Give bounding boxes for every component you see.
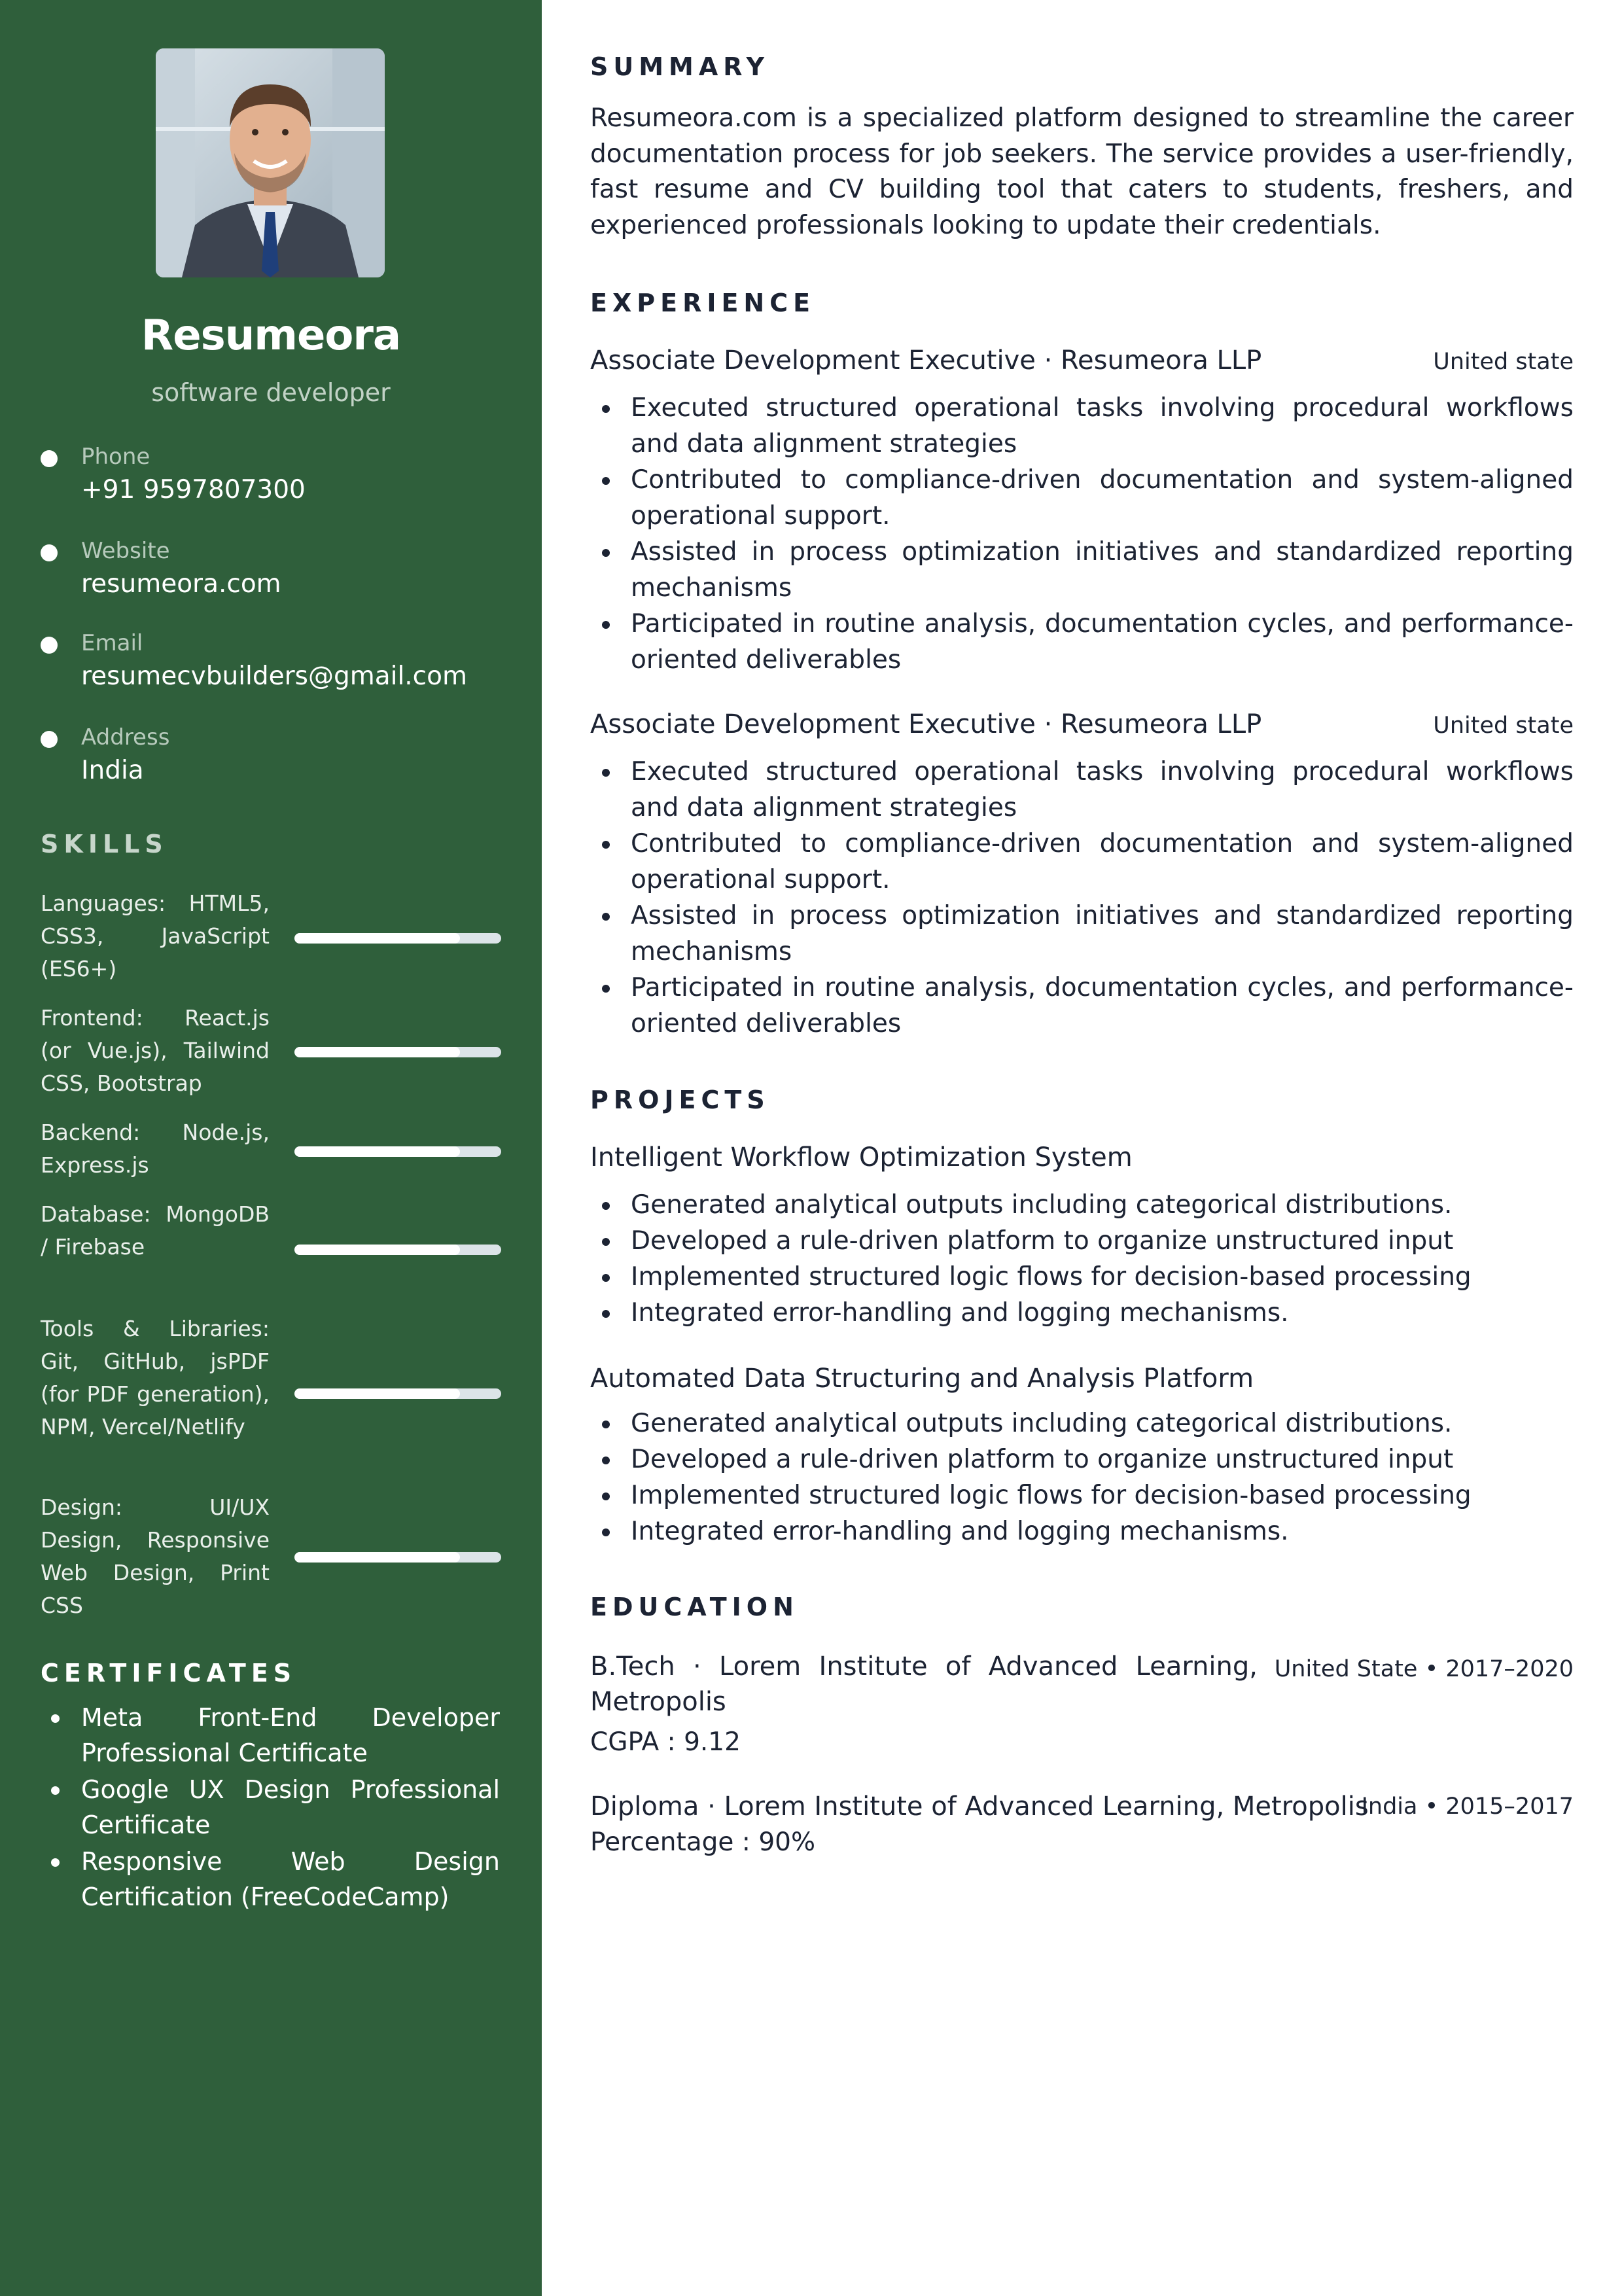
- summary-heading: SUMMARY: [590, 52, 769, 81]
- list-item: Executed structured operational tasks involving procedural workflows and data alignment strategies: [590, 754, 1574, 826]
- skill-level-bar: [294, 1245, 501, 1255]
- bullet-icon: [41, 544, 58, 561]
- list-item: Developed a rule-driven platform to organize unstructured input: [590, 1441, 1574, 1477]
- bullet-icon: [41, 637, 58, 654]
- projects-heading: PROJECTS: [590, 1086, 770, 1114]
- list-item: Developed a rule-driven platform to organize unstructured input: [590, 1223, 1574, 1259]
- contact-label: Phone: [81, 444, 150, 470]
- sidebar: [0, 0, 542, 2296]
- certificates-list: [41, 1700, 500, 1916]
- education-title: B.Tech · Lorem Institute of Advanced Learning, Metropolis: [590, 1651, 1258, 1717]
- contact-website: [41, 538, 512, 603]
- experience-heading: EXPERIENCE: [590, 289, 816, 317]
- project-title: Intelligent Workflow Optimization System: [590, 1142, 1133, 1173]
- contact-phone: [41, 444, 512, 509]
- skill-label: Design: UI/UX Design, Responsive Web Design, Print CSS: [41, 1494, 270, 1618]
- skill-level-bar: [294, 1146, 501, 1157]
- skill-label: Tools & Libraries: Git, GitHub, jsPDF (for PDF generation), NPM, Vercel/Netlify: [41, 1316, 270, 1439]
- list-item: Implemented structured logic flows for decision-based processing: [590, 1259, 1574, 1295]
- job-title: Associate Development Executive · Resumeora LLP: [590, 709, 1262, 739]
- phone-value[interactable]: +91 9597807300: [81, 475, 306, 504]
- skill-level-bar: [294, 1552, 501, 1563]
- list-item: Integrated error-handling and logging mechanisms.: [590, 1295, 1574, 1331]
- list-item: Assisted in process optimization initiatives and standardized reporting mechanisms: [590, 534, 1574, 606]
- job-location: United state: [1433, 713, 1574, 739]
- bullet-icon: [41, 731, 58, 748]
- contact-label: Email: [81, 630, 143, 656]
- project-title: Automated Data Structuring and Analysis Platform: [590, 1364, 1254, 1394]
- skill-level-fill: [294, 1552, 460, 1563]
- skill-level-fill: [294, 1146, 460, 1157]
- skill-label: Database: MongoDB / Firebase: [41, 1201, 270, 1260]
- certificates-heading: CERTIFICATES: [41, 1659, 297, 1687]
- list-item: Contributed to compliance-driven documentation and system-aligned operational support.: [590, 826, 1574, 898]
- skill-label: Languages: HTML5, CSS3, JavaScript (ES6+): [41, 891, 270, 981]
- skills-heading: SKILLS: [41, 830, 168, 858]
- profile-photo: [156, 48, 385, 277]
- profile-name: Resumeora: [141, 311, 401, 360]
- list-item: Generated analytical outputs including categorical distributions.: [590, 1405, 1574, 1441]
- education-title: Diploma · Lorem Institute of Advanced Learning, Metropolis: [590, 1792, 1369, 1822]
- skill-label: Frontend: React.js (or Vue.js), Tailwind CSS, Bootstrap: [41, 1005, 270, 1096]
- skill-level-fill: [294, 1388, 460, 1399]
- bullet-icon: [41, 450, 58, 467]
- summary-text: Resumeora.com is a specialized platform designed to streamline the career documentation process for job seekers. The service provides a user-friendly, fast resume and CV building tool that caters to students, freshers, and experienced professionals looking to update their credentials.: [590, 103, 1574, 240]
- skill-level-fill: [294, 933, 460, 944]
- skill-level-bar: [294, 933, 501, 944]
- education-score: CGPA : 9.12: [590, 1727, 741, 1757]
- education-meta: United State • 2017–2020: [1274, 1656, 1574, 1682]
- certificate-item: Meta Front-End Developer Professional Certificate: [41, 1700, 500, 1771]
- website-link[interactable]: resumeora.com: [81, 569, 281, 599]
- education-meta: India • 2015–2017: [1361, 1793, 1574, 1820]
- contact-email: [41, 630, 512, 696]
- skill-level-fill: [294, 1047, 460, 1057]
- certificate-item: Responsive Web Design Certification (FreeCodeCamp): [41, 1844, 500, 1915]
- list-item: Executed structured operational tasks involving procedural workflows and data alignment strategies: [590, 390, 1574, 462]
- list-item: Contributed to compliance-driven documentation and system-aligned operational support.: [590, 462, 1574, 534]
- list-item: Generated analytical outputs including categorical distributions.: [590, 1187, 1574, 1223]
- email-link[interactable]: resumecvbuilders@gmail.com: [81, 662, 467, 691]
- profile-role: software developer: [151, 378, 391, 407]
- job-location: United state: [1433, 349, 1574, 375]
- skill-label: Backend: Node.js, Express.js: [41, 1120, 270, 1178]
- skill-level-bar: [294, 1388, 501, 1399]
- list-item: Participated in routine analysis, documentation cycles, and performance-oriented deliverables: [590, 970, 1574, 1042]
- education-heading: EDUCATION: [590, 1593, 799, 1621]
- list-item: Integrated error-handling and logging mechanisms.: [590, 1513, 1574, 1549]
- address-value: India: [81, 756, 144, 785]
- skill-level-bar: [294, 1047, 501, 1057]
- education-score: Percentage : 90%: [590, 1828, 816, 1857]
- project-bullets: [590, 1187, 1574, 1331]
- project-bullets: [590, 1405, 1574, 1549]
- job-title: Associate Development Executive · Resumeora LLP: [590, 345, 1262, 376]
- list-item: Participated in routine analysis, documentation cycles, and performance-oriented deliverables: [590, 606, 1574, 678]
- job-bullets: [590, 390, 1574, 678]
- list-item: Assisted in process optimization initiatives and standardized reporting mechanisms: [590, 898, 1574, 970]
- certificate-item: Google UX Design Professional Certificate: [41, 1772, 500, 1843]
- skill-level-fill: [294, 1245, 460, 1255]
- contact-address: [41, 724, 512, 790]
- list-item: Implemented structured logic flows for decision-based processing: [590, 1477, 1574, 1513]
- contact-label: Address: [81, 724, 170, 751]
- contact-label: Website: [81, 538, 170, 564]
- job-bullets: [590, 754, 1574, 1042]
